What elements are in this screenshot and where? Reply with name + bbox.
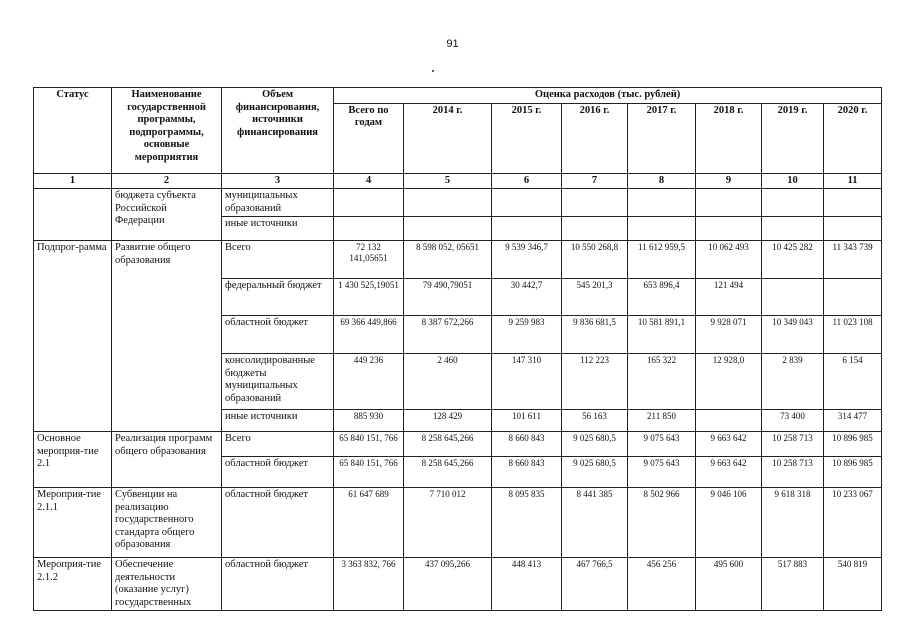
table-row	[34, 432, 882, 457]
cell-value	[762, 279, 824, 316]
column-number: 2	[112, 173, 222, 189]
cell-value: 8 095 835	[492, 488, 562, 558]
row-status: Мероприя-тие 2.1.2	[34, 558, 112, 611]
header-volume: Объем финансирования, источники финансирования	[222, 88, 334, 174]
cell-value: 9 618 318	[762, 488, 824, 558]
cell-value: 10 896 985	[824, 457, 882, 488]
cell-value: 8 387 672,266	[404, 316, 492, 354]
cell-total	[334, 217, 404, 241]
cell-total: 65 840 151, 766	[334, 457, 404, 488]
cell-value: 9 259 983	[492, 316, 562, 354]
cell-value: 79 490,79051	[404, 279, 492, 316]
table-row	[34, 488, 882, 558]
cell-total: 72 132 141,05651	[334, 241, 404, 279]
cell-value: 9 539 346,7	[492, 241, 562, 279]
column-number: 8	[628, 173, 696, 189]
cell-value: 314 477	[824, 410, 882, 432]
cell-value: 8 258 645,266	[404, 457, 492, 488]
column-number: 10	[762, 173, 824, 189]
cell-value: 9 836 681,5	[562, 316, 628, 354]
row-name: Развитие общего образования	[112, 241, 222, 432]
cell-value	[762, 189, 824, 217]
cell-total: 3 363 832, 766	[334, 558, 404, 611]
row-source: иные источники	[222, 410, 334, 432]
cell-value: 540 819	[824, 558, 882, 611]
row-status: Подпрог-рамма	[34, 241, 112, 432]
cell-value: 10 258 713	[762, 457, 824, 488]
cell-value: 10 062 493	[696, 241, 762, 279]
cell-value: 10 896 985	[824, 432, 882, 457]
cell-value	[404, 217, 492, 241]
cell-value: 112 223	[562, 354, 628, 410]
cell-value: 517 883	[762, 558, 824, 611]
row-source: Всего	[222, 241, 334, 279]
cell-value: 101 611	[492, 410, 562, 432]
cell-value: 165 322	[628, 354, 696, 410]
header-year: 2014 г.	[404, 103, 492, 173]
cell-value: 10 233 067	[824, 488, 882, 558]
cell-value	[696, 217, 762, 241]
row-source: консолидированные бюджеты муниципальных образований	[222, 354, 334, 410]
cell-value: 545 201,3	[562, 279, 628, 316]
row-name: Реализация программ общего образования	[112, 432, 222, 488]
row-source: федеральный бюджет	[222, 279, 334, 316]
cell-value: 2 460	[404, 354, 492, 410]
header-year: 2017 г.	[628, 103, 696, 173]
cell-value: 7 710 012	[404, 488, 492, 558]
header-year: 2019 г.	[762, 103, 824, 173]
cell-value: 211 850	[628, 410, 696, 432]
cell-value: 456 256	[628, 558, 696, 611]
row-name: Обеспечение деятельности (оказание услуг) государственных	[112, 558, 222, 611]
cell-value: 10 349 043	[762, 316, 824, 354]
cell-value: 121 494	[696, 279, 762, 316]
column-number: 11	[824, 173, 882, 189]
cell-value: 9 025 680,5	[562, 457, 628, 488]
cell-value: 10 581 891,1	[628, 316, 696, 354]
column-number: 3	[222, 173, 334, 189]
cell-value	[696, 410, 762, 432]
cell-value: 11 343 739	[824, 241, 882, 279]
cell-value: 8 502 966	[628, 488, 696, 558]
header-year: 2020 г.	[824, 103, 882, 173]
cell-value: 2 839	[762, 354, 824, 410]
row-source: областной бюджет	[222, 488, 334, 558]
cell-value	[562, 217, 628, 241]
cell-total	[334, 189, 404, 217]
cell-total: 69 366 449,866	[334, 316, 404, 354]
expenditure-table	[33, 87, 882, 611]
cell-value	[562, 189, 628, 217]
cell-value: 11 612 959,5	[628, 241, 696, 279]
header-estimate: Оценка расходов (тыс. рублей)	[334, 88, 882, 104]
cell-value	[628, 189, 696, 217]
cell-value: 8 441 385	[562, 488, 628, 558]
cell-value: 30 442,7	[492, 279, 562, 316]
cell-value: 495 600	[696, 558, 762, 611]
cell-value	[492, 189, 562, 217]
header-name: Наименование государственной программы, подпрограммы, основные мероприятия	[112, 88, 222, 174]
cell-total: 65 840 151, 766	[334, 432, 404, 457]
page-number: 91	[446, 38, 459, 50]
row-source: областной бюджет	[222, 457, 334, 488]
cell-value: 9 046 106	[696, 488, 762, 558]
cell-value: 12 928,0	[696, 354, 762, 410]
header-status: Статус	[34, 88, 112, 174]
table-row	[34, 241, 882, 279]
ink-dot	[432, 70, 434, 72]
row-status: Основное мероприя-тие 2.1	[34, 432, 112, 488]
cell-total: 885 930	[334, 410, 404, 432]
cell-value: 9 075 643	[628, 457, 696, 488]
row-name: бюджета субъекта Российской Федерации	[112, 189, 222, 241]
table-row	[34, 189, 882, 217]
column-number: 6	[492, 173, 562, 189]
cell-value: 11 023 108	[824, 316, 882, 354]
column-number: 7	[562, 173, 628, 189]
header-total: Всего по годам	[334, 103, 404, 173]
cell-value: 6 154	[824, 354, 882, 410]
cell-value: 467 766,5	[562, 558, 628, 611]
cell-total: 61 647 689	[334, 488, 404, 558]
cell-value: 9 025 680,5	[562, 432, 628, 457]
cell-value	[628, 217, 696, 241]
row-status	[34, 189, 112, 241]
row-source: муниципальных образований	[222, 189, 334, 217]
cell-value	[824, 279, 882, 316]
cell-total: 1 430 525,19051	[334, 279, 404, 316]
column-number: 5	[404, 173, 492, 189]
row-source: иные источники	[222, 217, 334, 241]
cell-value	[696, 189, 762, 217]
cell-value: 437 095,266	[404, 558, 492, 611]
row-name: Субвенции на реализацию государственного стандарта общего образования	[112, 488, 222, 558]
cell-value	[762, 217, 824, 241]
column-number: 9	[696, 173, 762, 189]
column-number: 1	[34, 173, 112, 189]
cell-value: 9 075 643	[628, 432, 696, 457]
cell-value	[824, 217, 882, 241]
cell-value: 56 163	[562, 410, 628, 432]
cell-value: 10 550 268,8	[562, 241, 628, 279]
cell-value	[404, 189, 492, 217]
cell-value: 8 660 843	[492, 457, 562, 488]
row-source: областной бюджет	[222, 316, 334, 354]
cell-value	[824, 189, 882, 217]
cell-value	[492, 217, 562, 241]
cell-value: 73 400	[762, 410, 824, 432]
cell-value: 10 258 713	[762, 432, 824, 457]
cell-value: 9 663 642	[696, 457, 762, 488]
cell-value: 9 663 642	[696, 432, 762, 457]
table-row	[34, 558, 882, 611]
cell-value: 147 310	[492, 354, 562, 410]
cell-value: 8 598 052, 05651	[404, 241, 492, 279]
cell-value: 8 258 645,266	[404, 432, 492, 457]
cell-value: 653 896,4	[628, 279, 696, 316]
header-year: 2015 г.	[492, 103, 562, 173]
cell-value: 128 429	[404, 410, 492, 432]
row-source: областной бюджет	[222, 558, 334, 611]
header-year: 2016 г.	[562, 103, 628, 173]
cell-value: 9 928 071	[696, 316, 762, 354]
row-source: Всего	[222, 432, 334, 457]
cell-value: 10 425 282	[762, 241, 824, 279]
cell-value: 448 413	[492, 558, 562, 611]
cell-value: 8 660 843	[492, 432, 562, 457]
cell-total: 449 236	[334, 354, 404, 410]
row-status: Мероприя-тие 2.1.1	[34, 488, 112, 558]
header-year: 2018 г.	[696, 103, 762, 173]
column-number: 4	[334, 173, 404, 189]
